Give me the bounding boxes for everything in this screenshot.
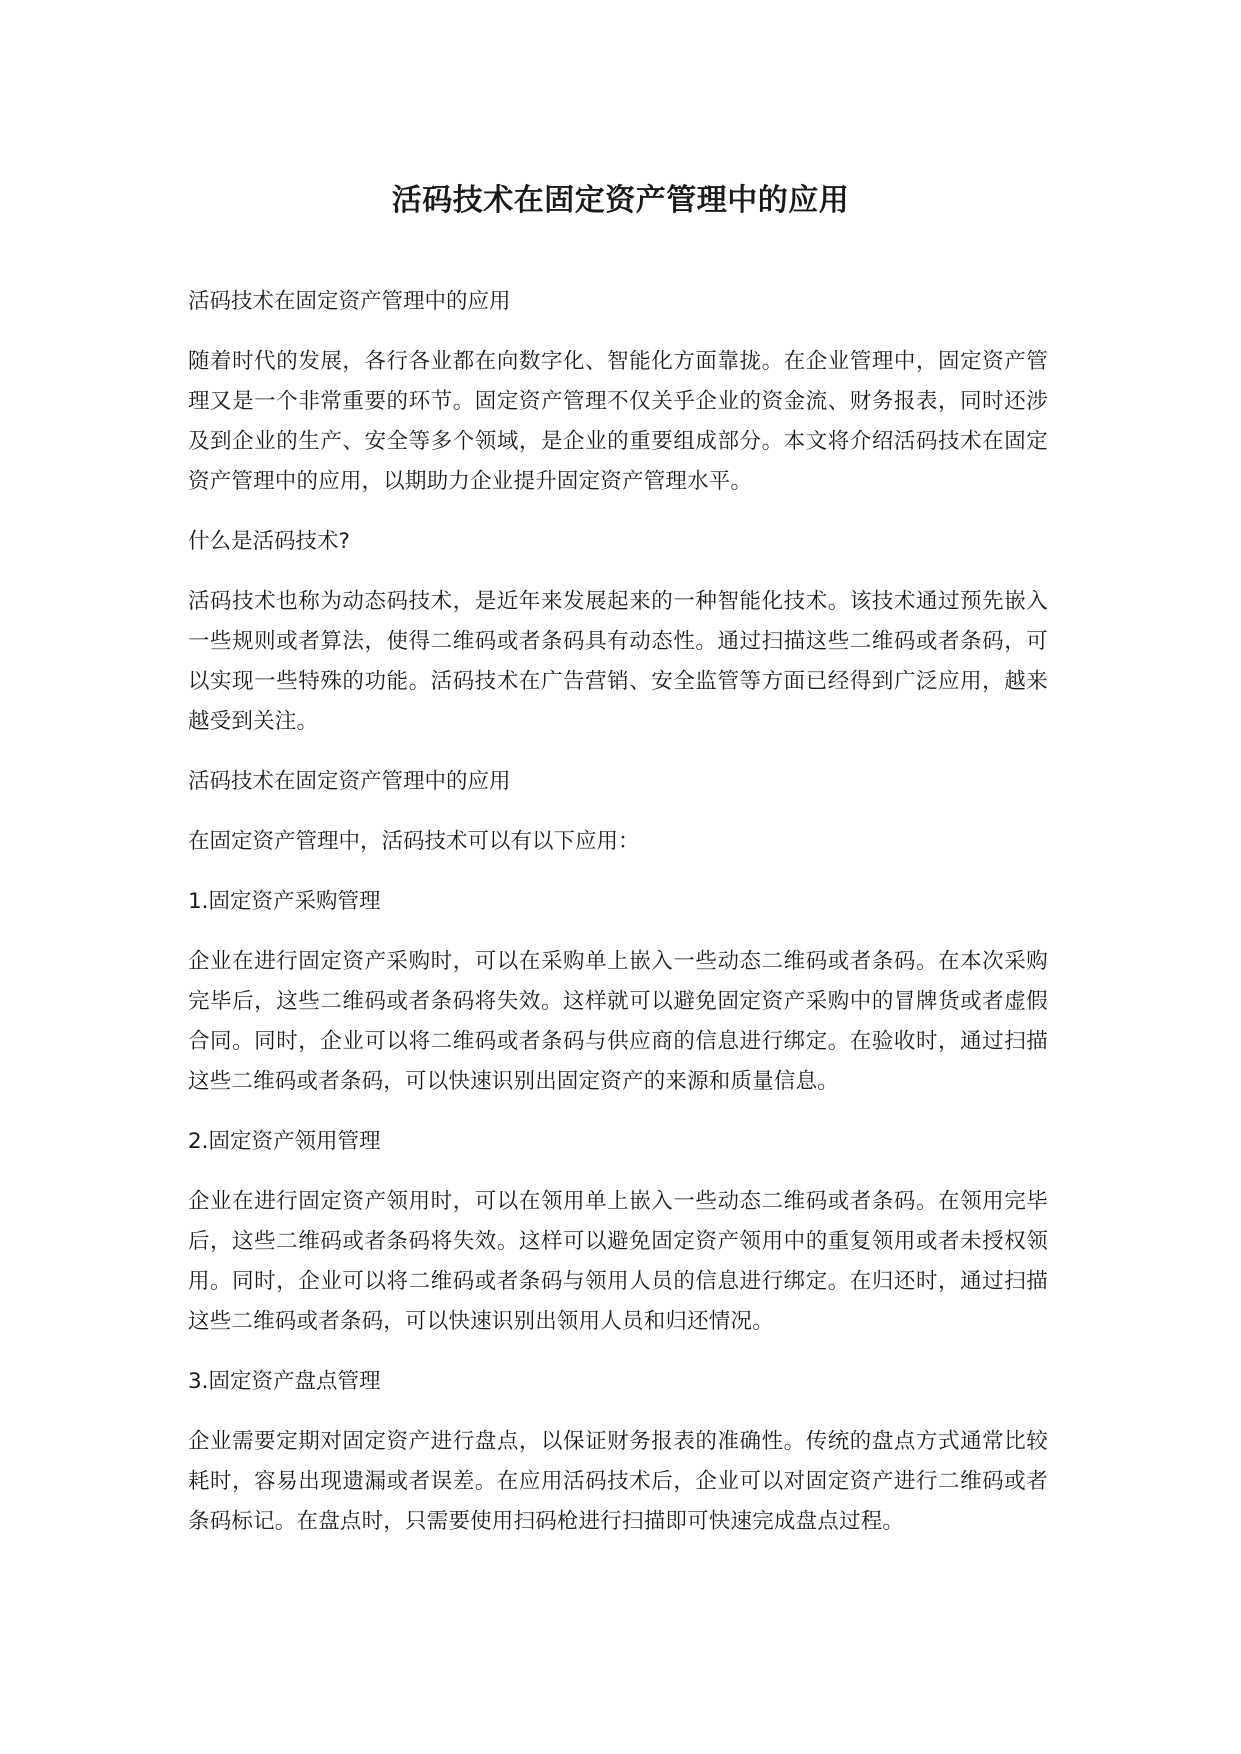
section-heading-apply: 活码技术在固定资产管理中的应用 [188, 769, 511, 794]
usage-paragraph: 企业在进行固定资产领用时，可以在领用单上嵌入一些动态二维码或者条码。在领用完毕后，这些二维码或者条码将失效。这样可以避免固定资产领用中的重复领用或者未授权领用。同时，企业可以将二维码或者条码与领用人员的信息进行绑定。在归还时，通过扫描这些二维码或者条码，可以快速识别出领用人员和归还情况。 [188, 1189, 1048, 1334]
document-title: 活码技术在固定资产管理中的应用 [391, 183, 850, 218]
document-subtitle: 活码技术在固定资产管理中的应用 [188, 289, 511, 314]
section-heading-what: 什么是活码技术? [188, 529, 350, 554]
apply-intro-paragraph: 在固定资产管理中，活码技术可以有以下应用： [188, 829, 640, 854]
purchase-paragraph: 企业在进行固定资产采购时，可以在采购单上嵌入一些动态二维码或者条码。在本次采购完毕后，这些二维码或者条码将失效。这样就可以避免固定资产采购中的冒牌货或者虚假合同。同时，企业可以将二维码或者条码与供应商的信息进行绑定。在验收时，通过扫描这些二维码或者条码，可以快速识别出固定资产的来源和质量信息。 [188, 949, 1048, 1094]
what-paragraph: 活码技术也称为动态码技术，是近年来发展起来的一种智能化技术。该技术通过预先嵌入一些规则或者算法，使得二维码或者条码具有动态性。通过扫描这些二维码或者条码，可以实现一些特殊的功能。活码技术在广告营销、安全监管等方面已经得到广泛应用，越来越受到关注。 [188, 589, 1048, 734]
intro-paragraph: 随着时代的发展，各行各业都在向数字化、智能化方面靠拢。在企业管理中，固定资产管理又是一个非常重要的环节。固定资产管理不仅关乎企业的资金流、财务报表，同时还涉及到企业的生产、安全等多个领域，是企业的重要组成部分。本文将介绍活码技术在固定资产管理中的应用，以期助力企业提升固定资产管理水平。 [188, 349, 1048, 494]
document-body [188, 282, 1048, 1562]
section-heading-usage: 2.固定资产领用管理 [188, 1129, 381, 1154]
inventory-paragraph: 企业需要定期对固定资产进行盘点，以保证财务报表的准确性。传统的盘点方式通常比较耗时，容易出现遗漏或者误差。在应用活码技术后，企业可以对固定资产进行二维码或者条码标记。在盘点时，只需要使用扫码枪进行扫描即可快速完成盘点过程。 [188, 1429, 1048, 1534]
section-heading-inventory: 3.固定资产盘点管理 [188, 1369, 381, 1394]
section-heading-purchase: 1.固定资产采购管理 [188, 889, 381, 914]
